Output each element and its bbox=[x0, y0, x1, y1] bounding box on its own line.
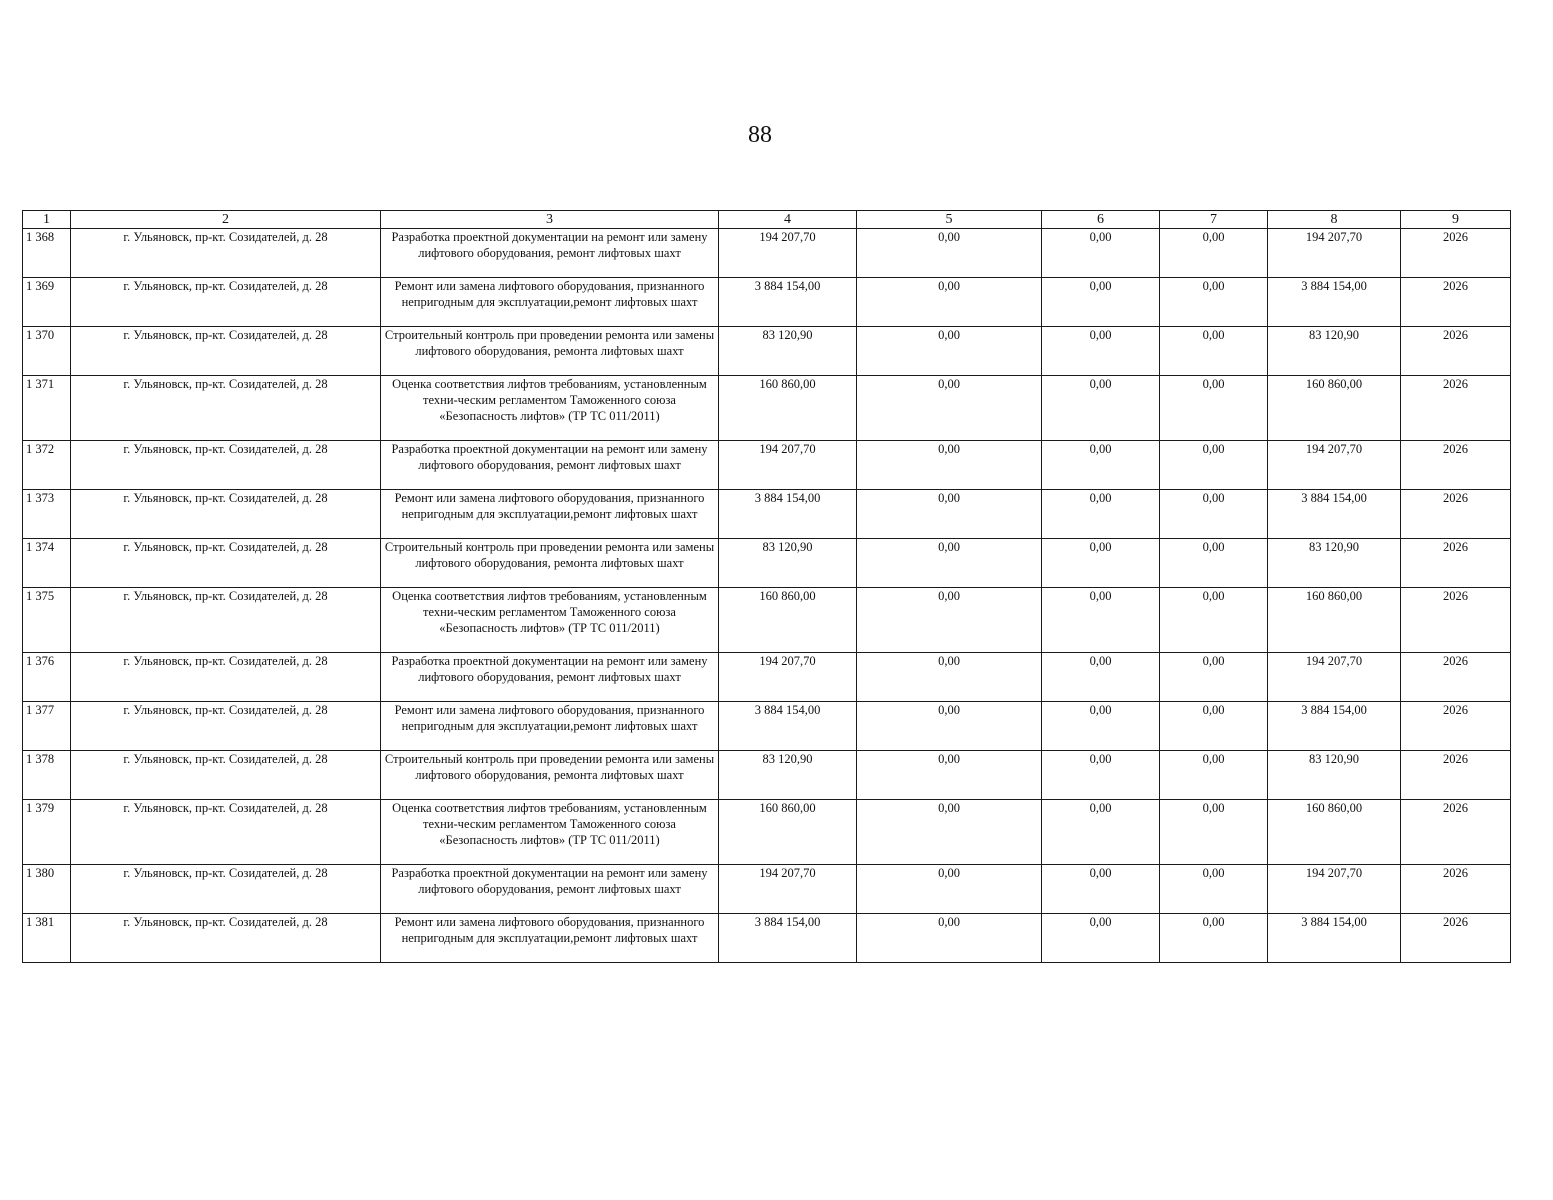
table-row bbox=[23, 278, 1511, 327]
amount-total-cell: 83 120,90 bbox=[719, 539, 857, 588]
work-type-cell: Разработка проектной документации на ремонт или замену лифтового оборудования, ремонт лифтовых шахт bbox=[381, 653, 719, 702]
row-number-cell: 1 371 bbox=[23, 376, 71, 441]
amount-total-cell: 160 860,00 bbox=[719, 376, 857, 441]
amount-col5-cell: 0,00 bbox=[857, 653, 1042, 702]
table-row bbox=[23, 751, 1511, 800]
row-number-cell: 1 370 bbox=[23, 327, 71, 376]
amount-col7-cell: 0,00 bbox=[1160, 376, 1268, 441]
table-row bbox=[23, 702, 1511, 751]
amount-total-cell: 83 120,90 bbox=[719, 751, 857, 800]
amount-col7-cell: 0,00 bbox=[1160, 865, 1268, 914]
year-cell: 2026 bbox=[1401, 278, 1511, 327]
table-row bbox=[23, 865, 1511, 914]
amount-col7-cell: 0,00 bbox=[1160, 588, 1268, 653]
row-number-cell: 1 376 bbox=[23, 653, 71, 702]
amount-col8-cell: 3 884 154,00 bbox=[1268, 278, 1401, 327]
table-row bbox=[23, 376, 1511, 441]
row-number-cell: 1 369 bbox=[23, 278, 71, 327]
address-cell: г. Ульяновск, пр-кт. Созидателей, д. 28 bbox=[71, 653, 381, 702]
amount-total-cell: 160 860,00 bbox=[719, 588, 857, 653]
amount-col5-cell: 0,00 bbox=[857, 865, 1042, 914]
table-row bbox=[23, 914, 1511, 963]
work-type-cell: Разработка проектной документации на ремонт или замену лифтового оборудования, ремонт лифтовых шахт bbox=[381, 441, 719, 490]
address-cell: г. Ульяновск, пр-кт. Созидателей, д. 28 bbox=[71, 751, 381, 800]
table-row bbox=[23, 441, 1511, 490]
amount-col6-cell: 0,00 bbox=[1042, 588, 1160, 653]
amount-col7-cell: 0,00 bbox=[1160, 914, 1268, 963]
table-row bbox=[23, 653, 1511, 702]
amount-col7-cell: 0,00 bbox=[1160, 653, 1268, 702]
amount-total-cell: 3 884 154,00 bbox=[719, 490, 857, 539]
address-cell: г. Ульяновск, пр-кт. Созидателей, д. 28 bbox=[71, 441, 381, 490]
year-cell: 2026 bbox=[1401, 588, 1511, 653]
address-cell: г. Ульяновск, пр-кт. Созидателей, д. 28 bbox=[71, 702, 381, 751]
work-type-cell: Строительный контроль при проведении ремонта или замены лифтового оборудования, ремонта лифтовых шахт bbox=[381, 327, 719, 376]
header-cell-8: 8 bbox=[1268, 211, 1401, 229]
amount-col5-cell: 0,00 bbox=[857, 751, 1042, 800]
amount-col6-cell: 0,00 bbox=[1042, 376, 1160, 441]
row-number-cell: 1 378 bbox=[23, 751, 71, 800]
amount-col5-cell: 0,00 bbox=[857, 800, 1042, 865]
document-table-container bbox=[22, 210, 1510, 963]
amount-col5-cell: 0,00 bbox=[857, 327, 1042, 376]
address-cell: г. Ульяновск, пр-кт. Созидателей, д. 28 bbox=[71, 914, 381, 963]
row-number-cell: 1 380 bbox=[23, 865, 71, 914]
amount-col5-cell: 0,00 bbox=[857, 914, 1042, 963]
address-cell: г. Ульяновск, пр-кт. Созидателей, д. 28 bbox=[71, 490, 381, 539]
amount-col8-cell: 3 884 154,00 bbox=[1268, 490, 1401, 539]
header-cell-6: 6 bbox=[1042, 211, 1160, 229]
amount-col8-cell: 83 120,90 bbox=[1268, 327, 1401, 376]
amount-col5-cell: 0,00 bbox=[857, 278, 1042, 327]
amount-col8-cell: 194 207,70 bbox=[1268, 229, 1401, 278]
header-cell-4: 4 bbox=[719, 211, 857, 229]
work-type-cell: Оценка соответствия лифтов требованиям, установленным техни-ческим регламентом Таможенного союза «Безопасность лифтов» (ТР ТС 011/2011) bbox=[381, 800, 719, 865]
work-type-cell: Оценка соответствия лифтов требованиям, установленным техни-ческим регламентом Таможенного союза «Безопасность лифтов» (ТР ТС 011/2011) bbox=[381, 376, 719, 441]
amount-col8-cell: 3 884 154,00 bbox=[1268, 914, 1401, 963]
amount-total-cell: 194 207,70 bbox=[719, 441, 857, 490]
amount-col8-cell: 194 207,70 bbox=[1268, 653, 1401, 702]
amount-col8-cell: 160 860,00 bbox=[1268, 588, 1401, 653]
address-cell: г. Ульяновск, пр-кт. Созидателей, д. 28 bbox=[71, 278, 381, 327]
amount-col8-cell: 194 207,70 bbox=[1268, 865, 1401, 914]
amount-col6-cell: 0,00 bbox=[1042, 751, 1160, 800]
amount-col8-cell: 194 207,70 bbox=[1268, 441, 1401, 490]
amount-total-cell: 194 207,70 bbox=[719, 865, 857, 914]
amount-col8-cell: 3 884 154,00 bbox=[1268, 702, 1401, 751]
amount-total-cell: 160 860,00 bbox=[719, 800, 857, 865]
table-header bbox=[23, 211, 1511, 229]
amount-col7-cell: 0,00 bbox=[1160, 702, 1268, 751]
row-number-cell: 1 372 bbox=[23, 441, 71, 490]
amount-col7-cell: 0,00 bbox=[1160, 751, 1268, 800]
amount-col6-cell: 0,00 bbox=[1042, 278, 1160, 327]
amount-total-cell: 3 884 154,00 bbox=[719, 278, 857, 327]
page-number: 88 bbox=[748, 122, 772, 148]
amount-col5-cell: 0,00 bbox=[857, 588, 1042, 653]
amount-col5-cell: 0,00 bbox=[857, 539, 1042, 588]
amount-col6-cell: 0,00 bbox=[1042, 441, 1160, 490]
header-row bbox=[23, 211, 1511, 229]
table-row bbox=[23, 800, 1511, 865]
address-cell: г. Ульяновск, пр-кт. Созидателей, д. 28 bbox=[71, 539, 381, 588]
amount-total-cell: 3 884 154,00 bbox=[719, 914, 857, 963]
year-cell: 2026 bbox=[1401, 865, 1511, 914]
amount-col5-cell: 0,00 bbox=[857, 229, 1042, 278]
amount-col8-cell: 160 860,00 bbox=[1268, 800, 1401, 865]
header-cell-7: 7 bbox=[1160, 211, 1268, 229]
amount-col7-cell: 0,00 bbox=[1160, 539, 1268, 588]
year-cell: 2026 bbox=[1401, 751, 1511, 800]
address-cell: г. Ульяновск, пр-кт. Созидателей, д. 28 bbox=[71, 865, 381, 914]
row-number-cell: 1 374 bbox=[23, 539, 71, 588]
amount-col7-cell: 0,00 bbox=[1160, 327, 1268, 376]
row-number-cell: 1 381 bbox=[23, 914, 71, 963]
header-cell-1: 1 bbox=[23, 211, 71, 229]
table-row bbox=[23, 327, 1511, 376]
address-cell: г. Ульяновск, пр-кт. Созидателей, д. 28 bbox=[71, 800, 381, 865]
amount-col7-cell: 0,00 bbox=[1160, 800, 1268, 865]
row-number-cell: 1 368 bbox=[23, 229, 71, 278]
year-cell: 2026 bbox=[1401, 653, 1511, 702]
address-cell: г. Ульяновск, пр-кт. Созидателей, д. 28 bbox=[71, 327, 381, 376]
amount-col8-cell: 83 120,90 bbox=[1268, 751, 1401, 800]
row-number-cell: 1 373 bbox=[23, 490, 71, 539]
work-type-cell: Ремонт или замена лифтового оборудования, признанного непригодным для эксплуатации,ремонт лифтовых шахт bbox=[381, 490, 719, 539]
amount-col6-cell: 0,00 bbox=[1042, 865, 1160, 914]
amount-col5-cell: 0,00 bbox=[857, 376, 1042, 441]
amount-col6-cell: 0,00 bbox=[1042, 653, 1160, 702]
amount-col6-cell: 0,00 bbox=[1042, 800, 1160, 865]
amount-total-cell: 194 207,70 bbox=[719, 653, 857, 702]
address-cell: г. Ульяновск, пр-кт. Созидателей, д. 28 bbox=[71, 229, 381, 278]
work-type-cell: Оценка соответствия лифтов требованиям, установленным техни-ческим регламентом Таможенного союза «Безопасность лифтов» (ТР ТС 011/2011) bbox=[381, 588, 719, 653]
year-cell: 2026 bbox=[1401, 914, 1511, 963]
year-cell: 2026 bbox=[1401, 327, 1511, 376]
table-row bbox=[23, 588, 1511, 653]
table-row bbox=[23, 229, 1511, 278]
header-cell-9: 9 bbox=[1401, 211, 1511, 229]
table-body bbox=[23, 229, 1511, 963]
header-cell-2: 2 bbox=[71, 211, 381, 229]
row-number-cell: 1 379 bbox=[23, 800, 71, 865]
work-type-cell: Ремонт или замена лифтового оборудования, признанного непригодным для эксплуатации,ремонт лифтовых шахт bbox=[381, 702, 719, 751]
amount-col5-cell: 0,00 bbox=[857, 441, 1042, 490]
work-type-cell: Ремонт или замена лифтового оборудования, признанного непригодным для эксплуатации,ремонт лифтовых шахт bbox=[381, 914, 719, 963]
year-cell: 2026 bbox=[1401, 376, 1511, 441]
amount-col7-cell: 0,00 bbox=[1160, 490, 1268, 539]
work-type-cell: Разработка проектной документации на ремонт или замену лифтового оборудования, ремонт лифтовых шахт bbox=[381, 865, 719, 914]
year-cell: 2026 bbox=[1401, 539, 1511, 588]
amount-col7-cell: 0,00 bbox=[1160, 229, 1268, 278]
year-cell: 2026 bbox=[1401, 702, 1511, 751]
year-cell: 2026 bbox=[1401, 800, 1511, 865]
header-cell-3: 3 bbox=[381, 211, 719, 229]
amount-total-cell: 83 120,90 bbox=[719, 327, 857, 376]
work-type-cell: Строительный контроль при проведении ремонта или замены лифтового оборудования, ремонта лифтовых шахт bbox=[381, 751, 719, 800]
amount-col6-cell: 0,00 bbox=[1042, 539, 1160, 588]
year-cell: 2026 bbox=[1401, 490, 1511, 539]
amount-col6-cell: 0,00 bbox=[1042, 914, 1160, 963]
table-row bbox=[23, 539, 1511, 588]
amount-total-cell: 194 207,70 bbox=[719, 229, 857, 278]
table-row bbox=[23, 490, 1511, 539]
address-cell: г. Ульяновск, пр-кт. Созидателей, д. 28 bbox=[71, 376, 381, 441]
amount-col8-cell: 160 860,00 bbox=[1268, 376, 1401, 441]
work-type-cell: Строительный контроль при проведении ремонта или замены лифтового оборудования, ремонта лифтовых шахт bbox=[381, 539, 719, 588]
amount-col6-cell: 0,00 bbox=[1042, 702, 1160, 751]
amount-col6-cell: 0,00 bbox=[1042, 229, 1160, 278]
row-number-cell: 1 375 bbox=[23, 588, 71, 653]
row-number-cell: 1 377 bbox=[23, 702, 71, 751]
amount-col8-cell: 83 120,90 bbox=[1268, 539, 1401, 588]
amount-col7-cell: 0,00 bbox=[1160, 441, 1268, 490]
amount-total-cell: 3 884 154,00 bbox=[719, 702, 857, 751]
amount-col6-cell: 0,00 bbox=[1042, 327, 1160, 376]
amount-col6-cell: 0,00 bbox=[1042, 490, 1160, 539]
amount-col5-cell: 0,00 bbox=[857, 702, 1042, 751]
address-cell: г. Ульяновск, пр-кт. Созидателей, д. 28 bbox=[71, 588, 381, 653]
amount-col5-cell: 0,00 bbox=[857, 490, 1042, 539]
work-type-cell: Разработка проектной документации на ремонт или замену лифтового оборудования, ремонт лифтовых шахт bbox=[381, 229, 719, 278]
year-cell: 2026 bbox=[1401, 229, 1511, 278]
year-cell: 2026 bbox=[1401, 441, 1511, 490]
amount-col7-cell: 0,00 bbox=[1160, 278, 1268, 327]
work-type-cell: Ремонт или замена лифтового оборудования, признанного непригодным для эксплуатации,ремонт лифтовых шахт bbox=[381, 278, 719, 327]
document-table bbox=[22, 210, 1511, 963]
header-cell-5: 5 bbox=[857, 211, 1042, 229]
